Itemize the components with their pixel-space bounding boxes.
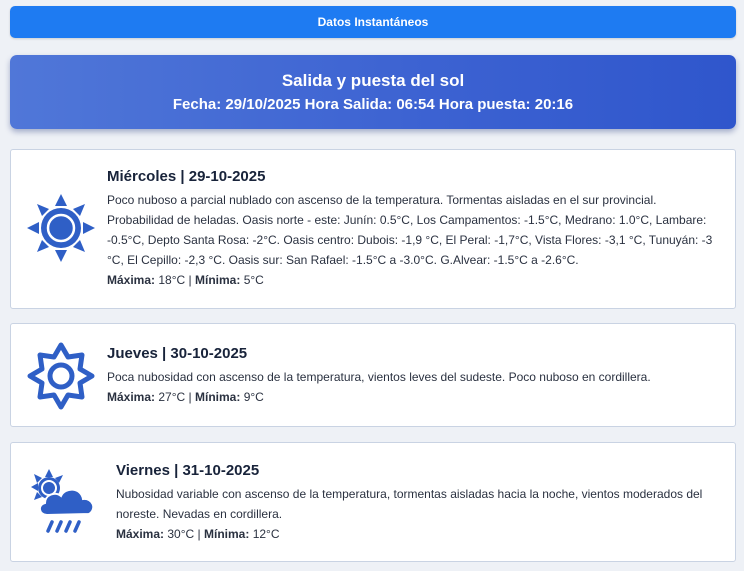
forecast-body xyxy=(107,168,721,287)
temp-separator: | xyxy=(197,527,201,541)
min-value: 9°C xyxy=(243,390,264,404)
forecast-day: Miércoles | 29-10-2025 xyxy=(107,168,266,185)
forecast-description: Poca nubosidad con ascenso de la temperatura, vientos leves del sudeste. Poco nuboso en cordillera. xyxy=(107,370,651,384)
sunrise-sunset-info: Fecha: 29/10/2025 Hora Salida: 06:54 Hora puesta: 20:16 xyxy=(172,96,574,113)
forecast-temps xyxy=(107,390,721,404)
sun-icon xyxy=(25,192,97,264)
forecast-day: Viernes | 31-10-2025 xyxy=(116,462,260,479)
instant-data-button[interactable]: Datos Instantáneos xyxy=(10,6,736,38)
max-label: Máxima: xyxy=(107,390,156,404)
temp-separator: | xyxy=(188,273,192,287)
max-label: Máxima: xyxy=(107,273,156,287)
sun-outline-icon xyxy=(25,340,97,412)
forecast-description: Poco nuboso a parcial nublado con ascenso de la temperatura. Tormentas aisladas en el sur provincial. Probabilidad de heladas. Oasis norte - este: Junín: 0.5°C, Los Campamentos: -1.5°C, Medrano: 1.0°C, Lambare: -0.5°C, Depto Santa Rosa: -2°C. Oasis centro: Dubois: -1,9 °C, El Peral: -1,7°C, Vista Flores: -3,1 °C, Tunuyán: -3 °C, El Cepillo: -2,3 °C. Oasis sur: San Rafael: -1.5°C a -3.0°C. G.Alvear: -1.5°C a -2.6°C. xyxy=(107,193,713,267)
min-value: 5°C xyxy=(243,273,264,287)
sunrise-sunset-banner xyxy=(10,55,736,129)
forecast-body xyxy=(107,345,721,404)
forecast-day: Jueves | 30-10-2025 xyxy=(107,345,248,362)
forecast-card xyxy=(10,149,736,309)
forecast-card xyxy=(10,323,736,427)
max-value: 27°C xyxy=(158,390,186,404)
sun-cloud-rain-icon xyxy=(25,467,103,539)
min-label: Mínima: xyxy=(195,273,241,287)
forecast-card xyxy=(10,442,736,562)
forecast-temps xyxy=(107,273,721,287)
max-label: Máxima: xyxy=(116,527,165,541)
forecast-body xyxy=(116,462,721,541)
min-label: Mínima: xyxy=(204,527,250,541)
sunrise-sunset-title: Salida y puesta del sol xyxy=(281,71,465,90)
max-value: 30°C xyxy=(167,527,195,541)
min-value: 12°C xyxy=(252,527,280,541)
max-value: 18°C xyxy=(158,273,186,287)
forecast-description: Nubosidad variable con ascenso de la temperatura, tormentas aisladas hacia la noche, vientos moderados del noreste. Nevadas en cordillera. xyxy=(116,487,703,521)
min-label: Mínima: xyxy=(195,390,241,404)
temp-separator: | xyxy=(188,390,192,404)
forecast-temps xyxy=(116,527,721,541)
